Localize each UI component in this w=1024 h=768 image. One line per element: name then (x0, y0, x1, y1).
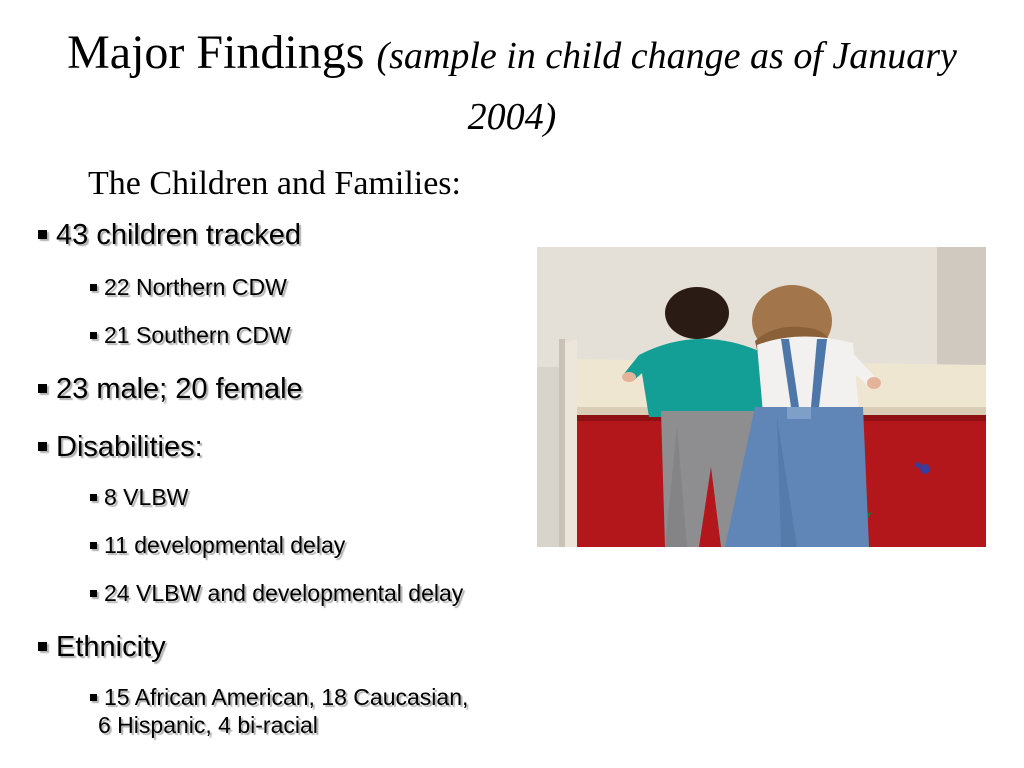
bullet-marker-icon (38, 642, 47, 651)
photo-two-children-icon (537, 247, 986, 547)
section-subheading: The Children and Families: (88, 165, 461, 202)
bullet-marker-icon (90, 542, 97, 549)
bullet-gender: 23 male; 20 female (38, 372, 303, 406)
title-subtitle: (sample in child change as of January 2004) (376, 35, 957, 138)
bullet-ethnicity: Ethnicity (38, 630, 166, 664)
bullet-ethnicity-breakdown: 15 African American, 18 Caucasian, 6 Hispanic, 4 bi-racial (90, 683, 468, 739)
bullet-marker-icon (38, 230, 47, 239)
bullet-northern-cdw: 22 Northern CDW (90, 273, 287, 301)
slide-title (20, 24, 1004, 146)
bullet-vlbw: 8 VLBW (90, 483, 188, 511)
bullet-marker-icon (90, 590, 97, 597)
bullet-vlbw-and-delay: 24 VLBW and developmental delay (90, 579, 463, 607)
bullet-marker-icon (90, 284, 97, 291)
bullet-marker-icon (90, 694, 97, 701)
bullet-disabilities: Disabilities: (38, 430, 203, 464)
bullet-marker-icon (90, 494, 97, 501)
bullet-marker-icon (90, 332, 97, 339)
bullet-marker-icon (38, 384, 47, 393)
title-main: Major Findings (67, 26, 365, 79)
bullet-developmental-delay: 11 developmental delay (90, 531, 345, 559)
children-photo (537, 247, 986, 547)
bullet-marker-icon (38, 442, 47, 451)
bullet-southern-cdw: 21 Southern CDW (90, 321, 291, 349)
bullet-children-tracked: 43 children tracked (38, 218, 301, 252)
